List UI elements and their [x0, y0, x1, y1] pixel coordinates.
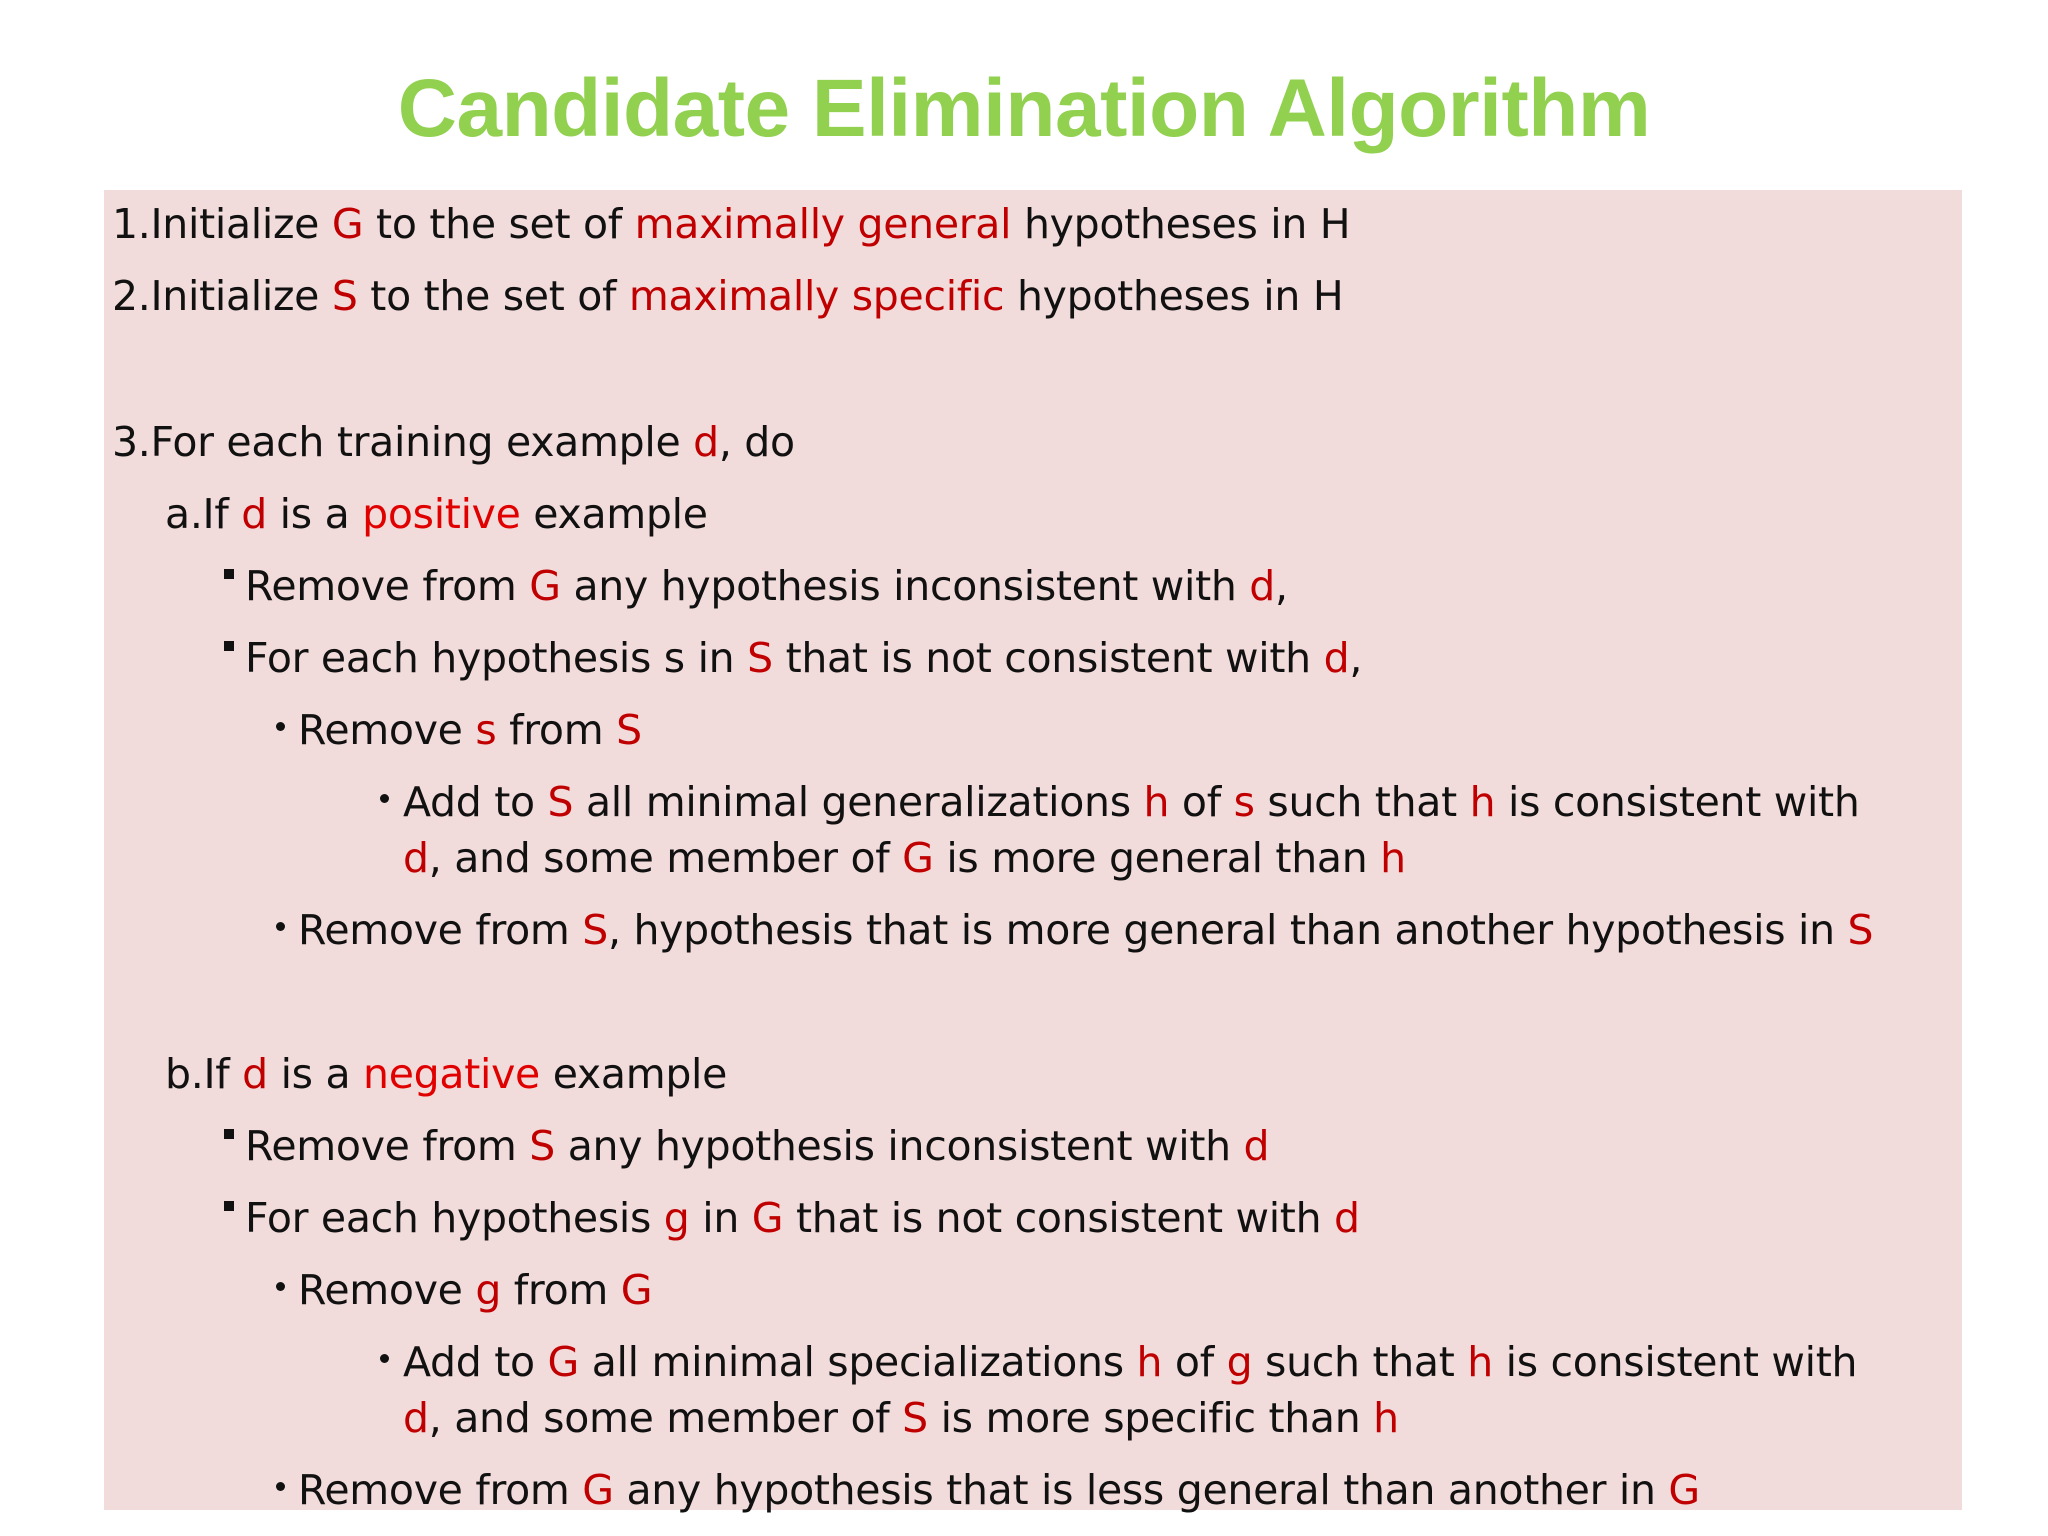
square-bullet-icon: [224, 1201, 234, 1211]
negative-sub-1: Remove g from G: [298, 1266, 653, 1314]
negative-sub-3: Remove from G any hypothesis that is less general than another in G: [298, 1466, 1700, 1514]
step-2: 2.Initialize S to the set of maximally specific hypotheses in H: [112, 272, 1344, 320]
step-3: 3.For each training example d, do: [112, 418, 795, 466]
positive-sub-3: Remove from S, hypothesis that is more general than another hypothesis in S: [298, 906, 1874, 954]
positive-sub-1: Remove s from S: [298, 706, 642, 754]
step-3a: a.If d is a positive example: [165, 490, 708, 538]
dot-bullet-icon: [276, 1282, 285, 1291]
negative-sub-2-line-1: Add to G all minimal specializations h of g such that h is consistent with: [403, 1338, 1858, 1386]
negative-bullet-2: For each hypothesis g in G that is not consistent with d: [245, 1194, 1360, 1242]
dot-bullet-icon: [276, 722, 285, 731]
positive-sub-2-line-2: d, and some member of G is more general than h: [403, 834, 1406, 882]
positive-sub-2-line-1: Add to S all minimal generalizations h of s such that h is consistent with: [403, 778, 1860, 826]
square-bullet-icon: [224, 641, 234, 651]
dot-bullet-icon: [380, 1354, 389, 1363]
positive-bullet-1: Remove from G any hypothesis inconsistent with d,: [245, 562, 1288, 610]
dot-bullet-icon: [276, 922, 285, 931]
square-bullet-icon: [224, 569, 234, 579]
positive-bullet-2: For each hypothesis s in S that is not consistent with d,: [245, 634, 1363, 682]
slide-title: Candidate Elimination Algorithm: [397, 63, 1651, 154]
dot-bullet-icon: [380, 794, 389, 803]
step-3b: b.If d is a negative example: [165, 1050, 728, 1098]
step-1: 1.Initialize G to the set of maximally general hypotheses in H: [112, 200, 1351, 248]
square-bullet-icon: [224, 1129, 234, 1139]
negative-sub-2-line-2: d, and some member of S is more specific than h: [403, 1394, 1399, 1442]
dot-bullet-icon: [276, 1482, 285, 1491]
negative-bullet-1: Remove from S any hypothesis inconsistent with d: [245, 1122, 1270, 1170]
